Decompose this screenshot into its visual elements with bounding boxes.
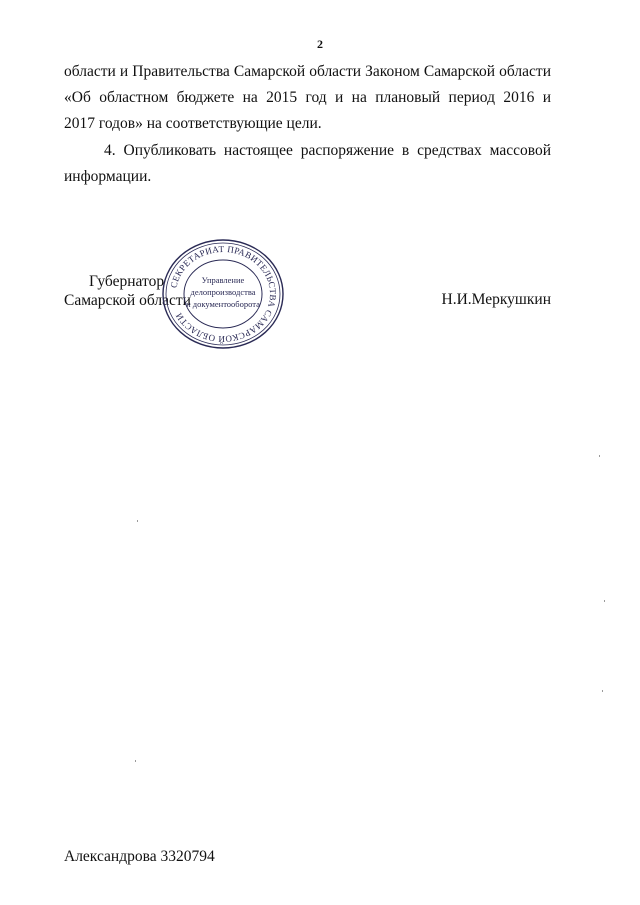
text-line: «Об областном бюджете на 2015 год и на плановый период 2016 и [64, 89, 551, 106]
scan-speck [135, 760, 136, 762]
stamp-center-line-1: Управление [201, 275, 245, 285]
scan-speck [602, 690, 603, 692]
text-line: 4. Опубликовать настоящее распоряжение в средствах массовой [104, 142, 551, 159]
executor-contact: Александрова 3320794 [64, 848, 215, 865]
scan-speck [137, 520, 138, 522]
signatory-position-line-2: Самарской области [64, 292, 191, 309]
paragraph-budget-reference [64, 59, 551, 137]
page-number: 2 [317, 37, 323, 51]
scan-speck [599, 455, 600, 457]
text-line: 2017 годов» на соответствующие цели. [64, 115, 322, 132]
paragraph-publish-order [64, 138, 551, 190]
stamp-center-line-3: и документооборота [186, 299, 260, 309]
scan-speck [604, 600, 605, 602]
signatory-name: Н.И.Меркушкин [441, 291, 551, 308]
stamp-center-line-2: делопроизводства [190, 287, 256, 297]
signatory-position-line-1: Губернатор [89, 273, 165, 290]
text-line: области и Правительства Самарской области Законом Самарской области [64, 63, 551, 80]
stamp-seal-icon [160, 237, 286, 352]
official-stamp-seal [160, 237, 286, 352]
text-line: информации. [64, 168, 152, 185]
stamp-ring-text: СЕКРЕТАРИАТ ПРАВИТЕЛЬСТВА САМАРСКОЙ ОБЛАСТИ [168, 243, 279, 345]
